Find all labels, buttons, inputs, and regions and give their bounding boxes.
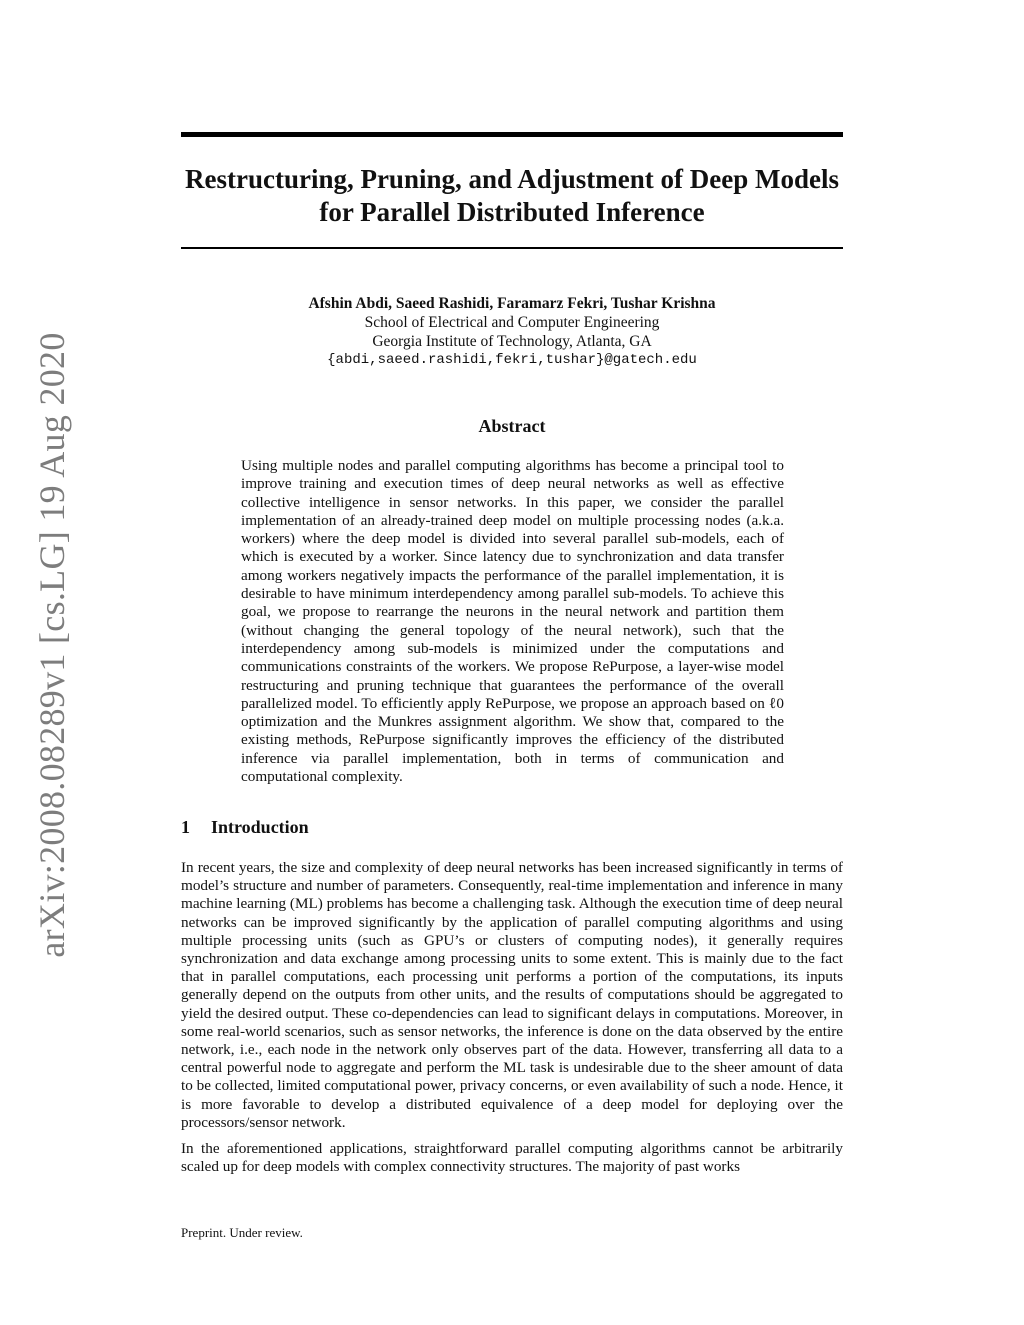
abstract-heading: Abstract	[478, 416, 546, 436]
section-heading	[181, 817, 309, 838]
author-names: Afshin Abdi, Saeed Rashidi, Faramarz Fekri, Tushar Krishna	[308, 295, 716, 312]
introduction-body	[181, 859, 843, 1184]
title-top-rule	[181, 132, 843, 137]
paragraph: In the aforementioned applications, straightforward parallel computing algorithms cannot be arbitrarily scaled up for deep models with complex connectivity structures. The majority of past works	[181, 1140, 843, 1176]
paper-title: Restructuring, Pruning, and Adjustment of Deep Models for Parallel Distributed Inference	[184, 164, 839, 227]
arxiv-identifier-stamp: arXiv:2008.08289v1 [cs.LG] 19 Aug 2020	[32, 332, 72, 958]
section-number: 1	[181, 817, 190, 837]
author-email: {abdi,saeed.rashidi,fekri,tushar}@gatech.edu	[327, 352, 697, 368]
paragraph: In recent years, the size and complexity of deep neural networks has been increased significantly in terms of model’s structure and number of parameters. Consequently, real-time implementation and inference in many machine learning (ML) problems has become a challenging task. Although the execution time of deep neural networks can be improved significantly by the application of parallel computing algorithms and using multiple processing units (such as GPU’s or clusters of computing nodes), it generally requires synchronization and data exchange among processing units to some extent. This is mainly due to the fact that in parallel computations, each processing unit performs a portion of the computations, its inputs generally depend on the outputs from other units, and the results of computations should be aggregated to yield the desired output. These co-dependencies can lead to significant delays in computations. Moreover, in some real-world scenarios, such as sensor networks, the inference is done on the data observed by the entire network, i.e., each node in the network only observes part of the data. However, transferring all data to a central powerful node to aggregate and perform the ML task is undesirable due to the sheer amount of data to be collected, limited computational power, privacy concerns, or even availability of such a node. Hence, it is more favorable to develop a distributed equivalence of a deep model for deploying over the processors/sensor network.	[181, 859, 843, 1131]
author-department: School of Electrical and Computer Engineering	[364, 314, 660, 331]
preprint-footer: Preprint. Under review.	[181, 1225, 303, 1240]
section-title: Introduction	[211, 817, 309, 837]
author-block	[181, 294, 843, 370]
abstract-body: Using multiple nodes and parallel computing algorithms has become a principal tool to improve training and execution times of deep neural networks as well as effective collective intelligence in sensor networks. In this paper, we consider the parallel implementation of an already-trained deep model on multiple processing nodes (a.k.a. workers) where the deep model is divided into several parallel sub-models, each of which is executed by a worker. Since latency due to synchronization and data transfer among workers negatively impacts the performance of the parallel implementation, it is desirable to have minimum interdependency among parallel sub-models. To achieve this goal, we propose to rearrange the neurons in the neural network and partition them (without changing the general topology of the neural network), such that the interdependency among sub-models is minimized under the computations and communications constraints of the workers. We propose RePurpose, a layer-wise model restructuring and pruning technique that guarantees the performance of the overall parallelized model. To efficiently apply RePurpose, we propose an approach based on ℓ0 optimization and the Munkres assignment algorithm. We show that, compared to the existing methods, RePurpose significantly improves the efficiency of the distributed inference via parallel implementation, both in terms of communication and computational complexity.	[241, 457, 784, 786]
author-institution: Georgia Institute of Technology, Atlanta, GA	[372, 333, 652, 350]
title-bottom-rule	[181, 247, 843, 249]
